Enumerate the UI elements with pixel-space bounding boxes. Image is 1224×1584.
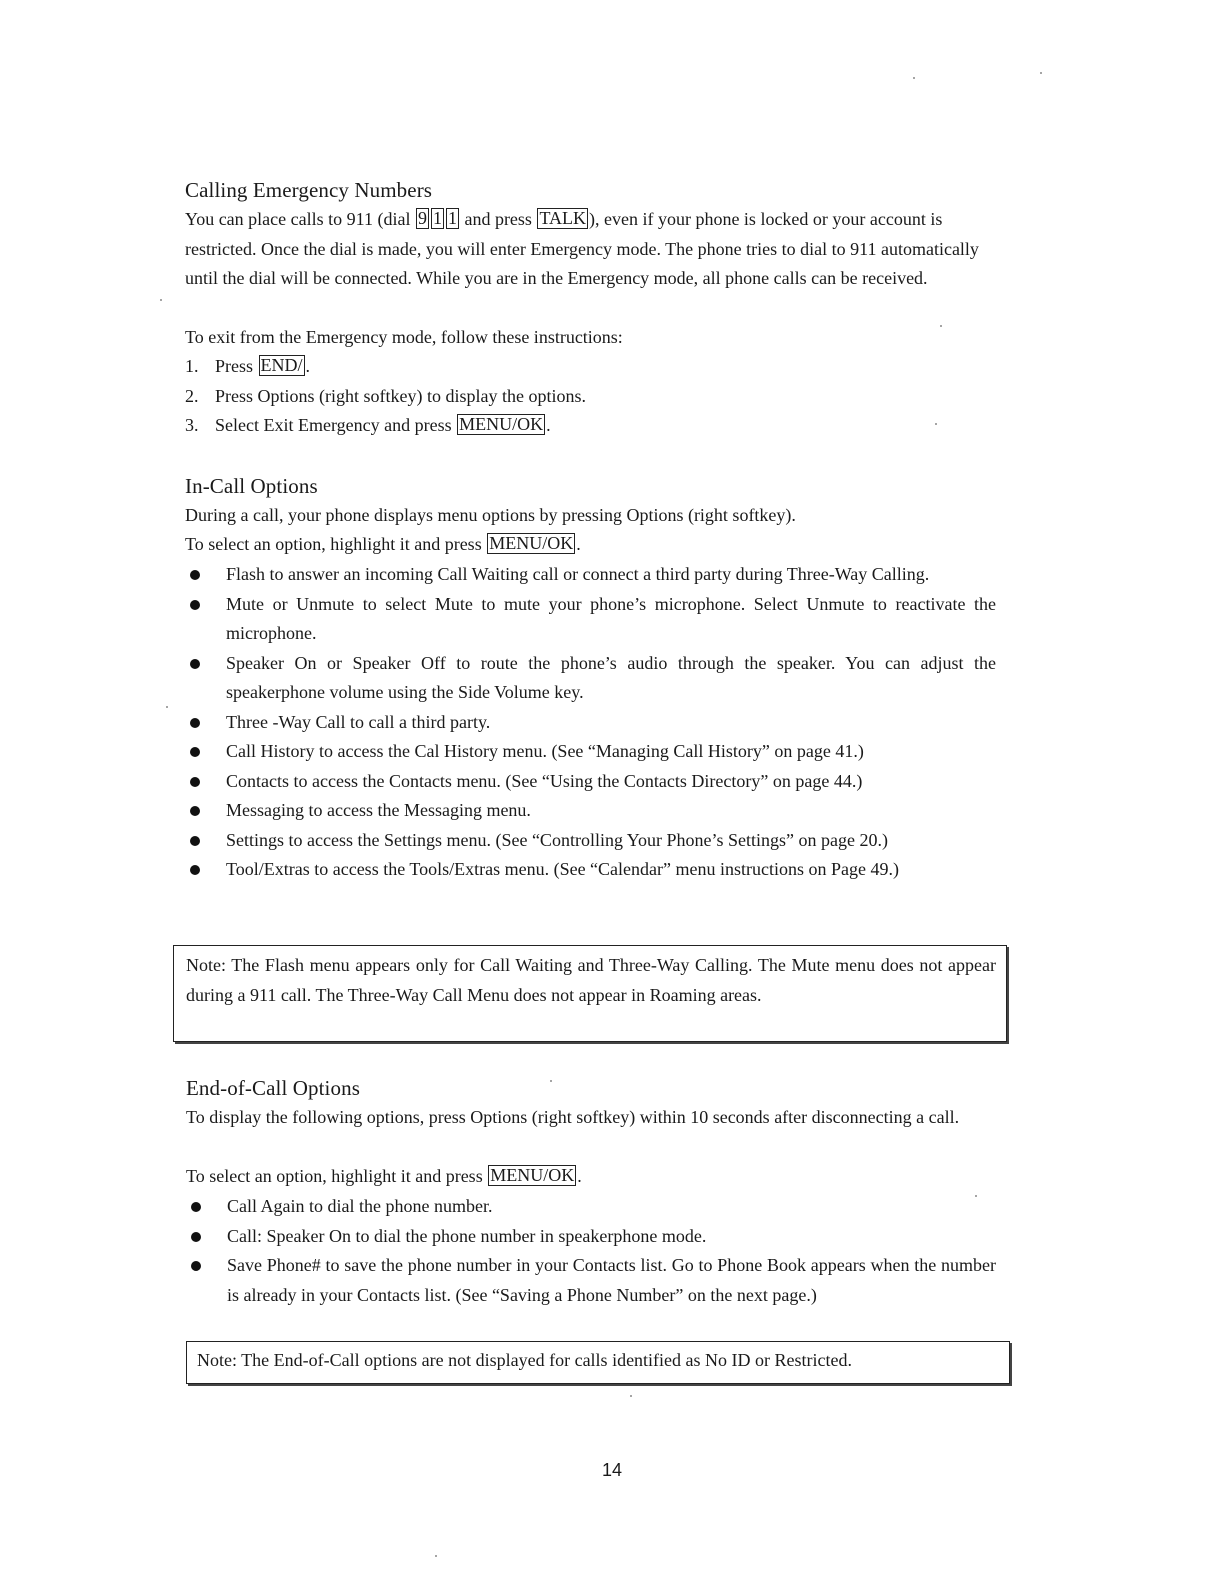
end-of-call-select-instruction — [186, 1162, 996, 1192]
step-text: Press Options (right softkey) to display the options. — [215, 385, 586, 406]
list-item — [186, 560, 996, 590]
bullet-icon — [190, 806, 200, 816]
option-text: Tool/Extras to access the Tools/Extras menu. (See “Calendar” menu instructions on Page 49.) — [226, 859, 899, 879]
step-text: Select Exit Emergency and press — [215, 415, 457, 435]
scan-speck — [435, 1555, 437, 1557]
list-item — [186, 649, 996, 708]
option-text: Call History to access the Cal History menu. (See “Managing Call History” on page 41.) — [226, 741, 864, 761]
option-text: Messaging to access the Messaging menu. — [226, 800, 531, 820]
scan-speck — [975, 1195, 977, 1197]
scan-speck — [913, 77, 915, 79]
end-of-call-options-list — [187, 1192, 996, 1310]
section-title-in-call-options: In-Call Options — [185, 474, 318, 498]
bullet-icon — [190, 718, 200, 728]
scan-speck — [630, 1395, 632, 1397]
step-number: 1. — [185, 356, 199, 376]
emergency-intro-paragraph — [185, 205, 997, 294]
bullet-icon — [190, 865, 200, 875]
bullet-icon — [190, 777, 200, 787]
section-title-end-of-call-options: End-of-Call Options — [186, 1076, 360, 1100]
option-text: Settings to access the Settings menu. (See “Controlling Your Phone’s Settings” on page 20.) — [226, 829, 888, 850]
key-menu-ok: MENU/OK — [489, 533, 574, 553]
list-item — [186, 767, 996, 797]
bullet-icon — [190, 570, 200, 580]
bullet-icon — [190, 836, 200, 846]
in-call-options-list — [186, 560, 996, 885]
list-item — [186, 826, 996, 856]
step-text-end: . — [305, 356, 311, 376]
note-text: Note: The Flash menu appears only for Call Waiting and Three-Way Calling. The Mute menu does not appear during a 911 call. The Three-Way Call Menu does not appear in Roaming areas. — [186, 955, 996, 1005]
key-talk: TALK — [539, 208, 586, 228]
option-text: Call: Speaker On to dial the phone number in speakerphone mode. — [227, 1225, 707, 1246]
select-text: To select an option, highlight it and press — [186, 1166, 488, 1186]
note-text: Note: The End-of-Call options are not displayed for calls identified as No ID or Restricted. — [197, 1350, 852, 1370]
list-item — [187, 1222, 996, 1252]
step-text: Press — [215, 356, 258, 376]
scan-speck — [1040, 72, 1042, 74]
key-menu-ok: MENU/OK — [459, 414, 544, 434]
select-text-end: . — [577, 1166, 582, 1186]
exit-steps-list — [185, 352, 997, 441]
key-9: 9 — [417, 208, 427, 228]
in-call-select-instruction — [185, 530, 997, 560]
scan-speck — [940, 325, 942, 327]
list-item — [186, 855, 996, 885]
emergency-text-a: You can place calls to 911 (dial — [185, 209, 415, 229]
bullet-icon — [191, 1202, 201, 1212]
scan-speck — [166, 706, 168, 708]
emergency-text-c: ), even if your phone is locked or your account is restricted. Once the dial is made, you will enter Emergency mode. The phone tries to dial to 911 automatically until the dial will be connected. While you are in the Emergency mode, all phone calls can be received. — [185, 209, 979, 288]
option-text: Mute or Unmute to select Mute to mute your phone’s microphone. Select Unmute to reactivate the microphone. — [226, 593, 996, 643]
scan-speck — [160, 299, 162, 301]
list-item — [185, 352, 997, 382]
emergency-text-b: and press — [459, 209, 537, 229]
bullet-icon — [190, 600, 200, 610]
end-of-call-note-box — [186, 1341, 1010, 1384]
list-item — [186, 590, 996, 649]
bullet-icon — [191, 1261, 201, 1271]
scan-speck — [550, 1080, 552, 1082]
list-item — [185, 411, 997, 441]
key-menu-ok: MENU/OK — [490, 1165, 575, 1185]
option-text: Save Phone# to save the phone number in your Contacts list. Go to Phone Book appears when the number is already in your Contacts list. (See “Saving a Phone Number” on the next page.) — [227, 1255, 996, 1305]
bullet-icon — [190, 659, 200, 669]
step-text-end: . — [546, 415, 551, 435]
list-item — [187, 1192, 996, 1222]
bullet-icon — [190, 747, 200, 757]
step-number: 3. — [185, 415, 199, 435]
in-call-intro: During a call, your phone displays menu options by pressing Options (right softkey). — [185, 505, 796, 525]
end-of-call-intro: To display the following options, press Options (right softkey) within 10 seconds after disconnecting a call. — [186, 1107, 960, 1127]
list-item — [186, 708, 996, 738]
exit-instructions-intro: To exit from the Emergency mode, follow these instructions: — [185, 327, 623, 347]
bullet-icon — [191, 1232, 201, 1242]
step-number: 2. — [185, 385, 199, 406]
section-title-calling-emergency-numbers: Calling Emergency Numbers — [185, 178, 433, 202]
key-end: END/ — [260, 355, 303, 375]
key-1: 1 — [447, 208, 457, 228]
select-text-end: . — [576, 534, 581, 554]
option-text: Flash to answer an incoming Call Waiting call or connect a third party during Three-Way Calling. — [226, 564, 930, 584]
list-item — [186, 796, 996, 826]
scan-speck — [935, 423, 937, 425]
option-text: Call Again to dial the phone number. — [227, 1196, 493, 1216]
list-item — [185, 382, 997, 412]
list-item — [187, 1251, 996, 1310]
in-call-note-box — [173, 945, 1007, 1042]
option-text: Three -Way Call to call a third party. — [226, 711, 491, 732]
key-1: 1 — [432, 208, 442, 228]
list-item — [186, 737, 996, 767]
page-number: 14 — [601, 1460, 623, 1480]
option-text: Contacts to access the Contacts menu. (See “Using the Contacts Directory” on page 44.) — [226, 770, 863, 791]
option-text: Speaker On or Speaker Off to route the phone’s audio through the speaker. You can adjust the speakerphone volume using the Side Volume key. — [226, 652, 996, 702]
select-text: To select an option, highlight it and press — [185, 534, 487, 554]
